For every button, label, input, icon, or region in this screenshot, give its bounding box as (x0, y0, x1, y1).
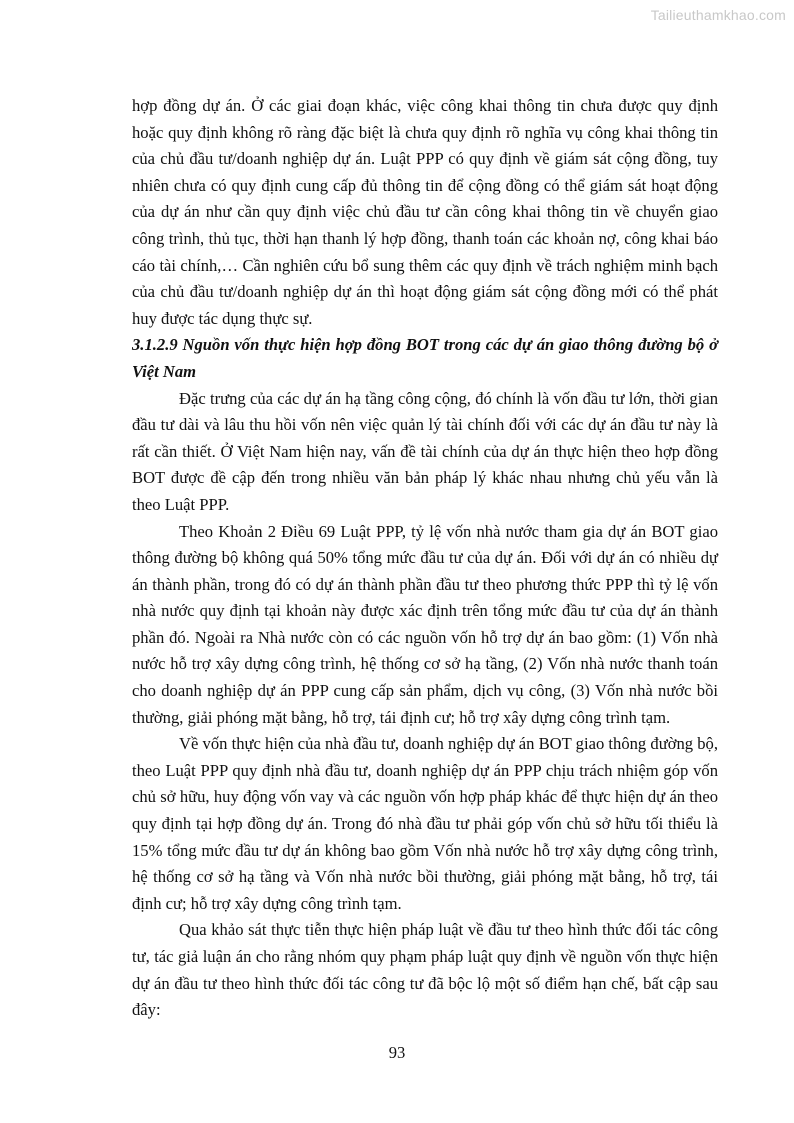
paragraph-investor-capital: Về vốn thực hiện của nhà đầu tư, doanh nghiệp dự án BOT giao thông đường bộ, theo Luật PPP quy định nhà đầu tư, doanh nghiệp dự án PPP chịu trách nhiệm góp vốn chủ sở hữu, huy động vốn vay và các nguồn vốn hợp pháp khác để thực hiện dự án theo quy định tại hợp đồng dự án. Trong đó nhà đầu tư phải góp vốn chủ sở hữu tối thiểu là 15% tổng mức đầu tư dự án không bao gồm Vốn nhà nước hỗ trợ xây dựng công trình, hệ thống cơ sở hạ tầng và Vốn nhà nước bồi thường, giải phóng mặt bằng, hỗ trợ, tái định cư; hỗ trợ xây dựng công trình tạm. (132, 734, 718, 913)
paragraph-public-disclosure: hợp đồng dự án. Ở các giai đoạn khác, việc công khai thông tin chưa được quy định hoặc quy định không rõ ràng đặc biệt là chưa quy định rõ nghĩa vụ công khai thông tin của chủ đầu tư/doanh nghiệp dự án. Luật PPP có quy định về giám sát cộng đồng, tuy nhiên chưa có quy định cung cấp đủ thông tin để cộng đồng có thể giám sát hoạt động của dự án như cần quy định việc chủ đầu tư cần công khai thông tin về chuyển giao công trình, thủ tục, thời hạn thanh lý hợp đồng, thanh toán các khoản nợ, công khai báo cáo tài chính,… Cần nghiên cứu bổ sung thêm các quy định về trách nghiệm minh bạch của chủ đầu tư/doanh nghiệp dự án thì hoạt động giám sát cộng đồng mới có thể phát huy được tác dụng thực sự. (132, 96, 718, 328)
paragraph-infrastructure-finance: Đặc trưng của các dự án hạ tầng công cộng, đó chính là vốn đầu tư lớn, thời gian đầu tư dài và lâu thu hồi vốn nên việc quản lý tài chính đối với các dự án đầu tư này là rất cần thiết. Ở Việt Nam hiện nay, vấn đề tài chính của dự án thực hiện theo hợp đồng BOT được đề cập đến trong nhiều văn bản pháp lý khác nhau nhưng chủ yếu vẫn là theo Luật PPP. (132, 388, 718, 514)
paragraph-state-capital: Theo Khoản 2 Điều 69 Luật PPP, tỷ lệ vốn nhà nước tham gia dự án BOT giao thông đường bộ không quá 50% tổng mức đầu tư của dự án. Đối với dự án có nhiều dự án thành phần, trong đó có dự án thành phần đầu tư theo phương thức PPP thì tỷ lệ vốn nhà nước quy định tại khoản này được xác định trên tổng mức đầu tư của dự án thành phần đó. Ngoài ra Nhà nước còn có các nguồn vốn hỗ trợ dự án bao gồm: (1) Vốn nhà nước hỗ trợ xây dựng công trình, hệ thống cơ sở hạ tầng, (2) Vốn nhà nước thanh toán cho doanh nghiệp dự án PPP cung cấp sản phẩm, dịch vụ công, (3) Vốn nhà nước bồi thường, giải phóng mặt bằng, hỗ trợ, tái định cư; hỗ trợ xây dựng công trình tạm. (132, 521, 718, 727)
page-number: 93 (388, 1043, 406, 1062)
watermark-text: Tailieuthamkhao.com (650, 7, 786, 23)
paragraph-limitations-intro: Qua khảo sát thực tiễn thực hiện pháp luật về đầu tư theo hình thức đối tác công tư, tác giả luận án cho rằng nhóm quy phạm pháp luật quy định về nguồn vốn thực hiện dự án đầu tư theo hình thức đối tác công tư đã bộc lộ một số điểm hạn chế, bất cập sau đây: (132, 920, 718, 1020)
document-body (132, 93, 718, 1024)
section-heading: 3.1.2.9 Nguồn vốn thực hiện hợp đồng BOT trong các dự án giao thông đường bộ ở Việt Nam (132, 335, 718, 381)
